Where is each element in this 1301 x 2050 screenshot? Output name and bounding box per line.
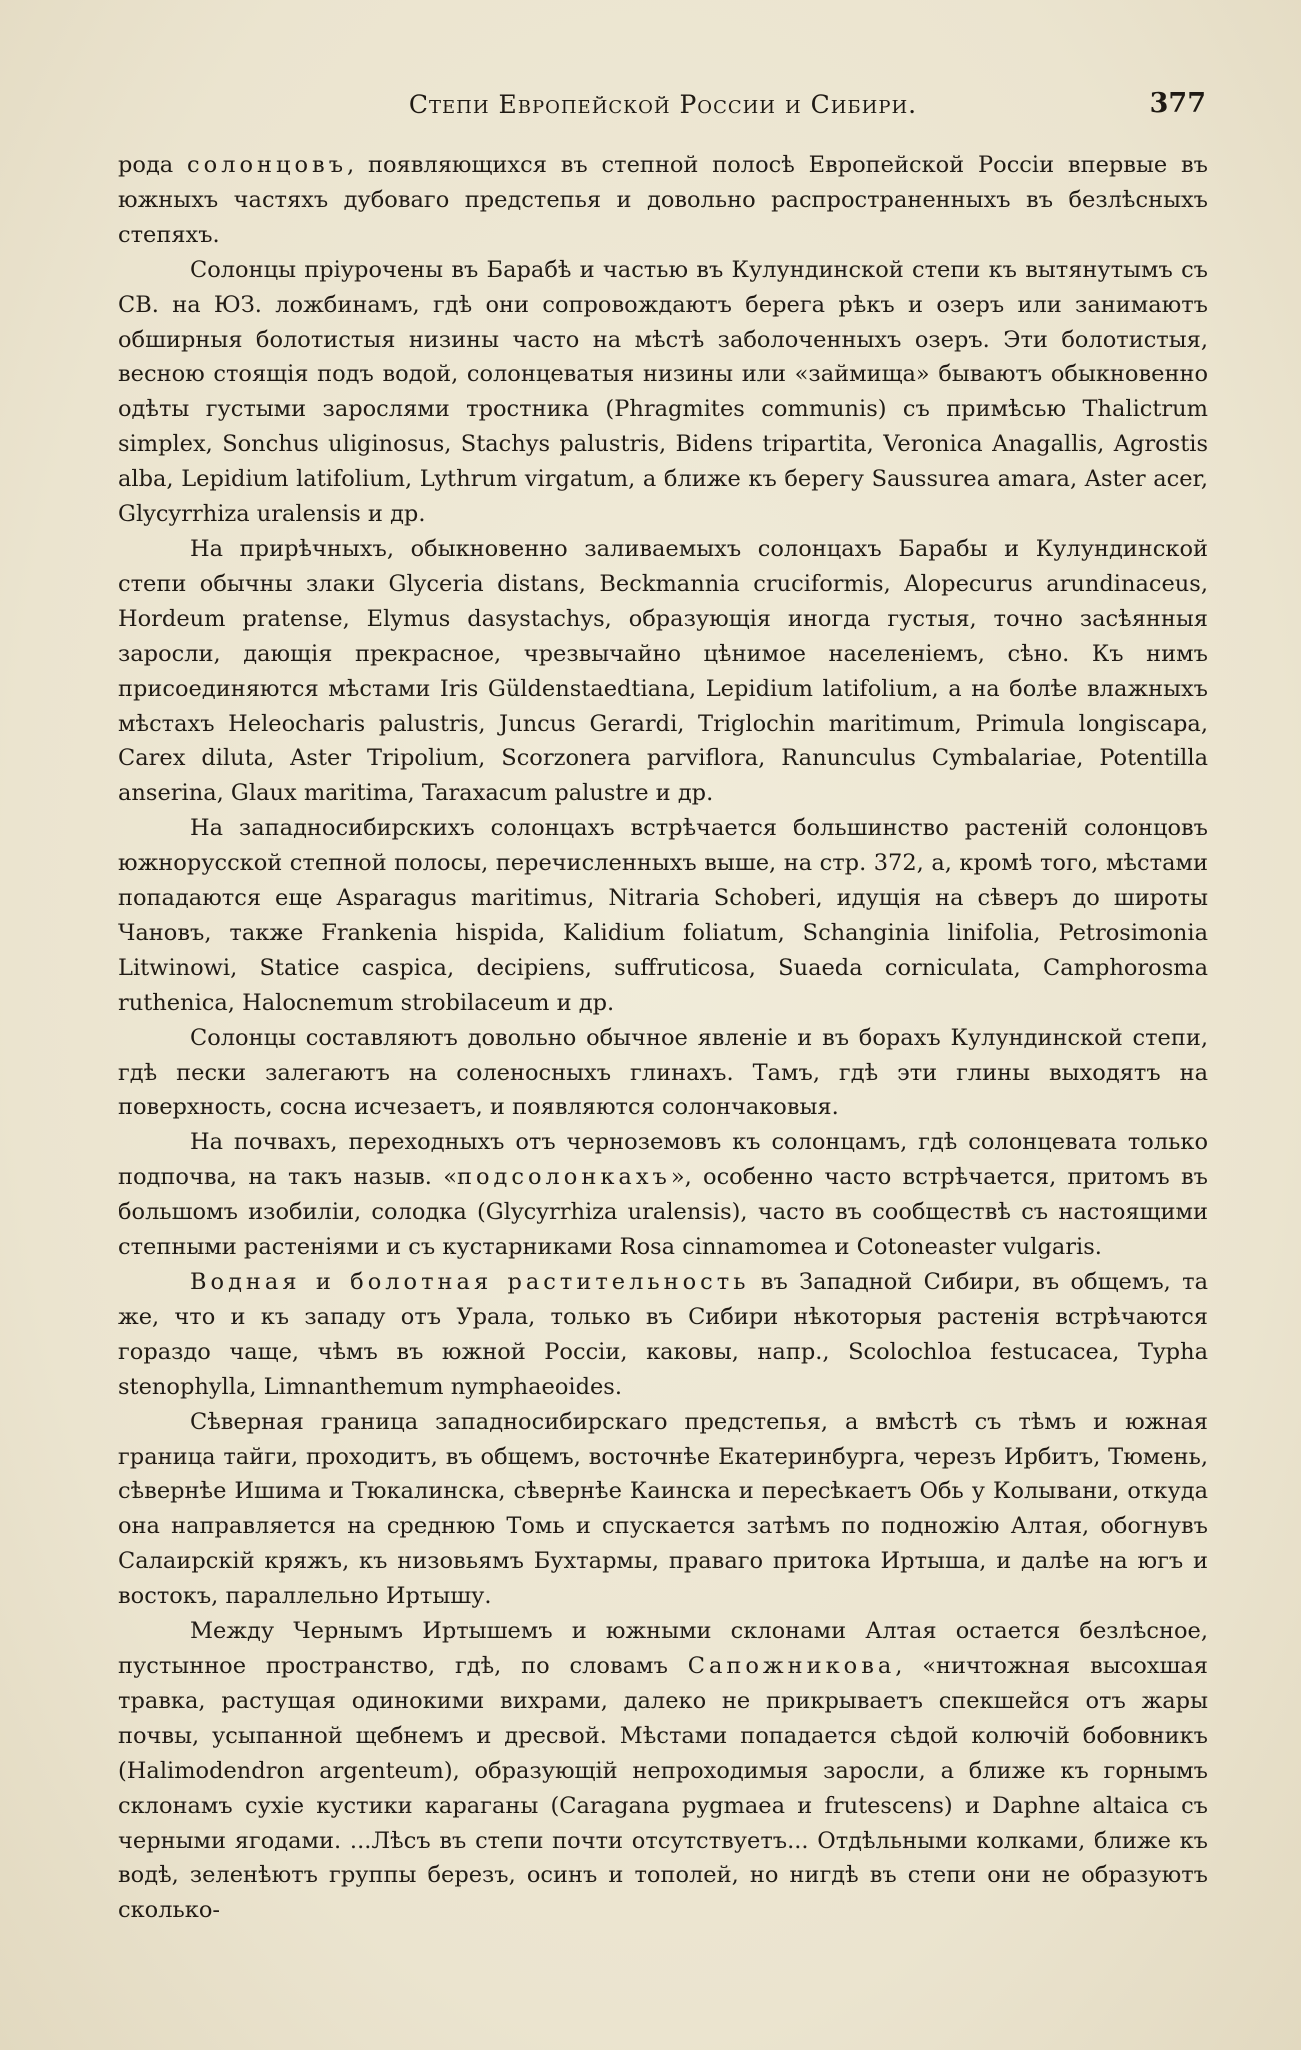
emphasized-text: Водная и болотная растительность <box>190 1269 750 1295</box>
body-text <box>118 148 1208 1928</box>
text-segment: На западносибирскихъ солонцахъ встрѣчается большинство растеній солонцовъ южнорусской степной полосы, перечисленныхъ выше, на стр. 372, а, кромѣ того, мѣстами попадаются еще Asparagus maritimus, Nitraria Schoberi, идущія на сѣверъ до широты Чановъ, также Frankenia hispida, Kalidium foliatum, Schanginia linifolia, Petrosimonia Litwinowi, Statice caspica, decipiens, suffruticosa, Suaeda corniculata, Camphorosma ruthenica, Halocnemum strobilaceum и др. <box>118 815 1208 1016</box>
text-segment: На прирѣчныхъ, обыкновенно заливаемыхъ солонцахъ Барабы и Кулундинской степи обычны злаки Glyceria distans, Beckmannia cruciformis, Alopecurus arundinaceus, Hordeum pratense, Elymus dasystachys, образующія иногда густыя, точно засѣянныя заросли, дающія прекрасное, чрезвычайно цѣнимое населеніемъ, сѣно. Къ нимъ присоединяются мѣстами Iris Güldenstaedtiana, Lepidium latifolium, а на болѣе влажныхъ мѣстахъ Heleocharis palustris, Juncus Gerardi, Triglochin maritimum, Primula longiscapa, Carex diluta, Aster Tripolium, Scorzonera parviflora, Ranunculus Cymbalariae, Potentilla anserina, Glaux maritima, Taraxacum palustre и др. <box>118 535 1208 807</box>
paragraph <box>118 148 1208 253</box>
page-number: 377 <box>1149 88 1206 119</box>
running-title: Степи Европейской России и Сибири. <box>408 90 918 119</box>
text-segment: рода <box>118 152 188 178</box>
paragraph <box>118 1405 1208 1614</box>
paragraph <box>118 1265 1208 1405</box>
text-segment: въ Западной Сибири, въ общемъ, та же, что и къ западу отъ Урала, только въ Сибири нѣкоторыя растенія встрѣчаются гораздо чаще, чѣмъ въ южной Россіи, каковы, напр., Scolochloa festucacea, Typha stenophylla, Limnanthemum nymphaeoides. <box>118 1269 1208 1400</box>
paragraph <box>118 532 1208 811</box>
text-segment: Солонцы составляютъ довольно обычное явленіе и въ борахъ Кулундинской степи, гдѣ пески залегаютъ на соленосныхъ глинахъ. Тамъ, гдѣ эти глины выходятъ на поверхность, сосна исчезаетъ, и появляются солончаковыя. <box>118 1024 1208 1121</box>
text-segment: , «ничтожная высохшая травка, растущая одинокими вихрами, далеко не прикрываетъ спекшейся отъ жары почвы, усыпанной щебнемъ и дресвой. Мѣстами попадается сѣдой колючій бобовникъ (Halimodendron argenteum), образующій непроходимыя заросли, а ближе къ горнымъ склонамъ сухіе кустики караганы (Caragana pygmaea и frutescens) и Daphne altaica съ черными ягодами. ...Лѣсъ въ степи почти отсутствуетъ... Отдѣльными колками, ближе къ водѣ, зеленѣютъ группы березъ, осинъ и тополей, но нигдѣ въ степи они не образуютъ сколько- <box>118 1652 1209 1924</box>
page-header <box>120 82 1206 132</box>
text-segment: Между Чернымъ Иртышемъ и южными склонами Алтая остается безлѣсное, пустынное пространство, гдѣ, по словамъ <box>118 1618 1208 1679</box>
emphasized-text: подсолонкахъ <box>456 1164 671 1191</box>
paragraph <box>118 1125 1208 1265</box>
paragraph <box>118 253 1208 532</box>
emphasized-text: солонцовъ <box>187 152 348 178</box>
paragraph <box>118 1614 1208 1928</box>
paragraph <box>118 811 1208 1020</box>
text-segment: На почвахъ, переходныхъ отъ черноземовъ къ солонцамъ, гдѣ солонцевата только подпочва, на такъ назыв. « <box>118 1129 1208 1191</box>
text-segment: Сѣверная граница западносибирскаго предстепья, а вмѣстѣ съ тѣмъ и южная граница тайги, проходитъ, въ общемъ, восточнѣе Екатеринбурга, черезъ Ирбитъ, Тюмень, сѣвернѣе Ишима и Тюкалинска, сѣвернѣе Каинска и пересѣкаетъ Обь у Колывани, откуда она направляется на среднюю Томь и спускается затѣмъ по подножію Алтая, обогнувъ Салаирскій кряжъ, къ низовьямъ Бухтармы, праваго притока Иртыша, и далѣе на югъ и востокъ, параллельно Иртышу. <box>118 1408 1208 1610</box>
text-segment: », особенно часто встрѣчается, притомъ въ большомъ изобиліи, солодка (Glycyrrhiza uralensis), часто въ сообществѣ съ настоящими степными растеніями и съ кустарниками Rosa cinnamomea и Cotoneaster vulgaris. <box>118 1164 1208 1261</box>
paragraph <box>118 1021 1208 1126</box>
text-segment: , появляющихся въ степной полосѣ Европейской Россіи впервые въ южныхъ частяхъ дубоваго предстепья и довольно распространенныхъ въ безлѣсныхъ степяхъ. <box>118 152 1208 248</box>
emphasized-text: Сапожникова <box>687 1652 896 1679</box>
text-segment: Солонцы пріурочены въ Барабѣ и частью въ Кулундинской степи къ вытянутымъ съ СВ. на ЮЗ. ложбинамъ, гдѣ они сопровождаютъ берега рѣкъ и озеръ или занимаютъ обширныя болотистыя низины часто на мѣстѣ заболоченныхъ озеръ. Эти болотистыя, весною стоящія подъ водой, солонцеватыя низины или «займища» бываютъ обыкновенно одѣты густыми зарослями тростника (Phragmites communis) съ примѣсью Thalictrum simplex, Sonchus uliginosus, Stachys palustris, Bidens tripartita, Veronica Anagallis, Agrostis alba, Lepidium latifolium, Lythrum virgatum, а ближе къ берегу Saussurea amara, Aster acer, Glycyrrhiza uralensis и др. <box>118 256 1208 528</box>
